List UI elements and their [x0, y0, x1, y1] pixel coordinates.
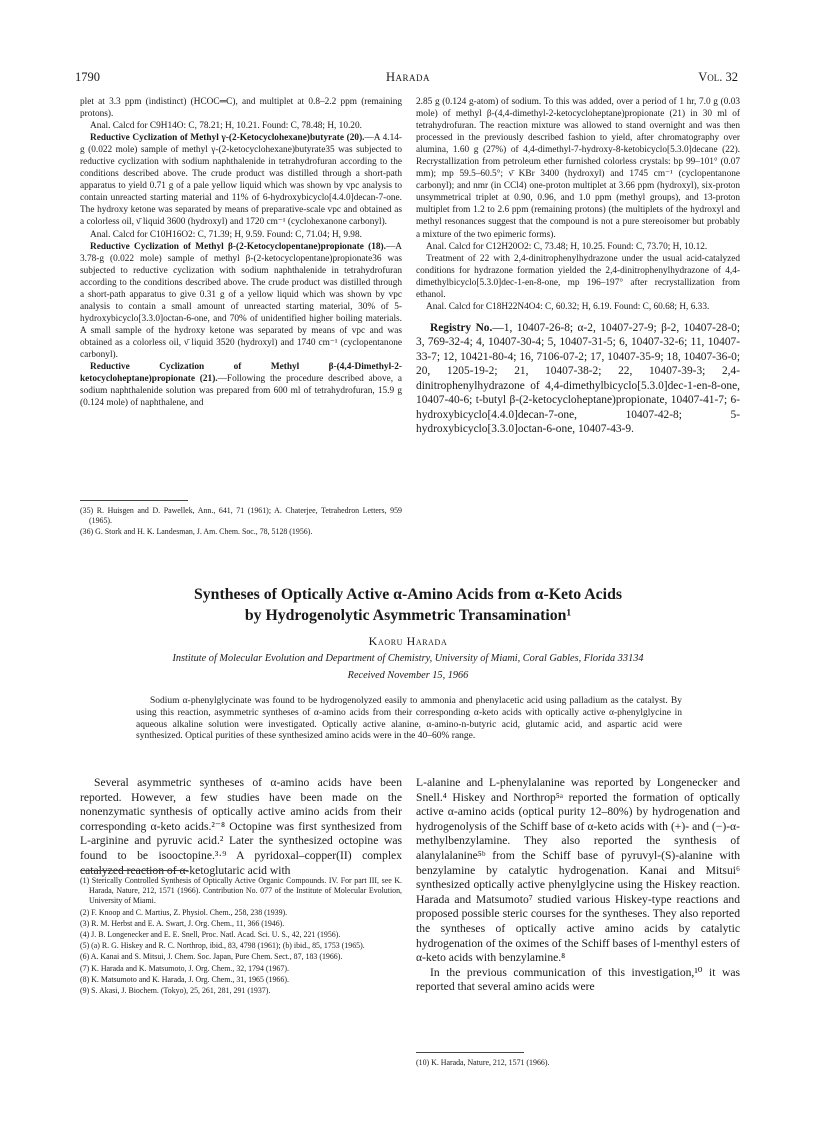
page-number: 1790 — [75, 70, 100, 84]
paragraph-text: Anal. Calcd for C12H20O2: C, 73.48; H, 10.25. Found: C, 73.70; H, 10.12. — [426, 241, 708, 252]
paragraph-text: —A 4.14-g (0.022 mole) sample of methyl γ-(2-ketocyclohexane)butyrate35 was subjected to reductive cyclization with sodium naphthalenide in tetrahydrofuran according to the conditions described above. The crude product was distilled through a short-path apparatus to yield 0.71 g of a pale yellow liquid which was shown by vpc analysis to contain unreacted starting material and 11% of 6-hydroxybicyclo[4.4.0]decan-7-one. The hydroxy ketone was separated by means of preparative-scale vpc and obtained as a colorless oil, ν̄ liquid 3600 (hydroxyl) and 1720 cm⁻¹ (cyclohexanone carbonyl). — [80, 133, 402, 228]
experimental-paragraph — [80, 241, 402, 361]
article-received-date: Received November 15, 1966 — [347, 670, 469, 681]
article-abstract: Sodium α-phenylglycinate was found to be hydrogenolyzed easily to ammonia and phenylacetic acid using palladium as the catalyst. By using this reaction, asymmetric syntheses of α-amino acids from their corresponding α-keto acids with optically active α-phenylglycine in aqueous alkaline solution were investigated. Optically active alanine, α-amino-n-butyric acid, glutamic acid, and aspartic acid were synthesized. Optical purities of these synthesized amino acids were in the 40–60% range. — [136, 696, 682, 742]
paragraph-text: Anal. Calcd for C9H14O: C, 78.21; H, 10.21. Found: C, 78.48; H, 10.20. — [90, 121, 362, 132]
top-left-column — [80, 96, 402, 531]
top-right-paragraphs — [416, 96, 740, 313]
experimental-paragraph — [416, 301, 740, 313]
body-left-footnotes — [80, 876, 402, 997]
experimental-paragraph — [80, 132, 402, 228]
experimental-paragraph — [80, 229, 402, 241]
footnote-rule — [416, 1052, 524, 1053]
footnote: (10) K. Harada, Nature, 212, 1571 (1966). — [416, 1058, 550, 1067]
experimental-paragraph — [80, 120, 402, 132]
footnote: (5) (a) R. G. Hiskey and R. C. Northrop, ibid., 83, 4798 (1961); (b) ibid., 85, 1753 (1965). — [80, 941, 365, 951]
footnote: (1) Sterically Controlled Synthesis of Optically Active Organic Compounds. IV. For part III, see K. Harada, Nature, 212, 1571 (1966). Contribution No. 077 of the Institute of Molecular Evolution, University of Miami. — [80, 876, 402, 906]
body-left-paragraph: Several asymmetric syntheses of α-amino acids have been reported. However, a few studies have been made on the nonenzymatic synthesis of optically active amino acids from their corresponding α-keto acids.²⁻⁸ Octopine was first synthesized from L-arginine and pyruvic acid.² Later the synthesized octopine was found to be isooctopine.³·⁹ A pyridoxal–copper(II) complex catalyzed reaction of α-ketoglutaric acid with — [80, 776, 402, 877]
body-right-column — [416, 776, 740, 995]
running-head: Harada — [385, 70, 431, 84]
footnote: (3) R. M. Herbst and E. A. Swart, J. Org. Chem., 11, 366 (1946). — [80, 918, 285, 928]
paragraph-text: Treatment of 22 with 2,4-dinitrophenylhydrazone under the usual acid-catalyzed conditions for hydrazone formation yielded the 2,4-dinitrophenylhydrazone of 4,4-dimethylbicyclo[5.3.0]dec-1-en-8-one, mp 196–197° after recrystallization from ethanol. — [416, 253, 740, 300]
footnote: (8) K. Matsumoto and K. Harada, J. Org. Chem., 31, 1965 (1966). — [80, 974, 289, 984]
article-title-line-1: Syntheses of Optically Active α-Amino Acids from α-Keto Acids — [193, 586, 623, 603]
paragraph-text: Anal. Calcd for C10H16O2: C, 71.39; H, 9.59. Found: C, 71.04; H, 9.98. — [90, 229, 362, 240]
volume-label: Vol. 32 — [698, 70, 738, 84]
body-left-column — [80, 776, 402, 878]
paragraph-text: 2.85 g (0.124 g-atom) of sodium. To this was added, over a period of 1 hr, 7.0 g (0.03 mole) of methyl β-(4,4-dimethyl-2-ketocycloheptane)propionate (21) in 30 ml of tetrahydrofuran. The reaction mixture was allowed to stand overnight and was then processed in the previously described fashion to yield, after chromatography over alumina, 1.60 g (27%) of 4,4-dimethyl-7-hydroxy-8-ketobicyclo[5.3.0]decane (22). Recrystallization from petroleum ether furnished colorless crystals: bp 99–101° (0.07 mm); mp 59.5–60.5°; ν̄ KBr 3400 (hydroxyl) and 1745 cm⁻¹ (cyclopentanone carbonyl); and nmr (in CCl4) one-proton multiplet at 3.66 ppm (hydroxyl), six-proton unsymmetrical triplet at 0.90, 0.96, and 1.0 ppm (methyl groups), and 13-proton multiplet from 1.2 to 2.6 ppm (remaining protons) (the multiplets of the hydroxyl and methyl resonances suggest that the compound is not a pure stereoisomer but probably a mixture of the two epimeric forms). — [416, 97, 740, 240]
top-left-footnotes — [80, 506, 402, 539]
article-title-line-2: by Hydrogenolytic Asymmetric Transamination¹ — [244, 607, 572, 624]
footnote: (2) F. Knoop and C. Martius, Z. Physiol. Chem., 258, 238 (1939). — [80, 907, 288, 917]
article-affiliation: Institute of Molecular Evolution and Department of Chemistry, University of Miami, Coral Gables, Florida 33134 — [172, 653, 644, 664]
body-right-footnotes — [416, 1058, 740, 1069]
footnote: (35) R. Huisgen and D. Pawellek, Ann., 641, 71 (1961); A. Chaterjee, Tetrahedron Letters, 959 (1965). — [80, 506, 402, 526]
section-run-in-heading: Reductive Cyclization of Methyl β-(2-Ketocyclopentane)propionate (18). — [90, 241, 386, 252]
experimental-paragraph — [416, 241, 740, 253]
body-right-paragraph-2: In the previous communication of this investigation,¹⁰ it was reported that several amino acids were — [416, 965, 740, 994]
registry-heading: Registry No. — [430, 321, 493, 334]
paragraph-text: —A 3.78-g (0.022 mole) sample of methyl β-(2-ketocyclopentane)propionate36 was subjected to reductive cyclization with sodium naphthalenide in tetrahydrofuran according to the conditions described above. The crude product was distilled through a short-path apparatus to give 0.31 g of a yellow liquid which was shown by vpc analysis to contain a small amount of unreacted starting material, 30% of 5-hydroxybicyclo[3.3.0]octan-6-one, and 70% of unidentified higher boiling materials. A small sample of the hydroxy ketone was separated by means of vpc and was obtained as a colorless oil, ν̄ liquid 3520 (hydroxyl) and 1740 cm⁻¹ (cyclopentanone carbonyl). — [80, 241, 402, 360]
footnote: (9) S. Akasi, J. Biochem. (Tokyo), 25, 261, 281, 291 (1937). — [80, 986, 271, 996]
paragraph-text: Anal. Calcd for C18H22N4O4: C, 60.32; H, 6.19. Found: C, 60.68; H, 6.33. — [426, 301, 710, 312]
experimental-paragraph — [416, 253, 740, 301]
experimental-paragraph — [80, 361, 402, 409]
section-run-in-heading: Reductive Cyclization of Methyl β-(4,4-Dimethyl-2-ketocycloheptane)propionate (21). — [80, 362, 402, 385]
experimental-paragraph — [80, 96, 402, 120]
section-run-in-heading: Reductive Cyclization of Methyl γ-(2-Ketocyclohexane)butyrate (20). — [90, 133, 365, 144]
article-author: Kaoru Harada — [368, 634, 448, 648]
paragraph-text: plet at 3.3 ppm (indistinct) (HCOC═C), and multiplet at 0.8–2.2 ppm (remaining protons). — [80, 97, 402, 120]
footnote-rule — [80, 870, 188, 871]
footnote: (7) K. Harada and K. Matsumoto, J. Org. Chem., 32, 1794 (1967). — [80, 963, 289, 973]
registry-text: —1, 10407-26-8; α-2, 10407-27-9; β-2, 10407-28-0; 3, 769-32-4; 4, 10407-30-4; 5, 10407-31-5; 6, 10407-32-6; 11, 10407-33-7; 12, 10421-80-4; 16, 7106-07-2; 17, 10407-35-9; 18, 10407-36-0; 20, 1205-19-2; 21, 10407-38-2; 22, 10407-39-3; 2,4-dinitrophenylhydrazone of 4,4-dimethylbicyclo[5.3.0]dec-1-en-8-one, 10407-40-6; t-butyl β-(2-ketocycloheptane)propionate, 10407-41-7; 6-hydroxybicyclo[4.4.0]decan-7-one, 10407-42-8; 5-hydroxybicyclo[3.3.0]octan-6-one, 10407-43-9. — [416, 321, 740, 436]
footnote: (4) J. B. Longenecker and E. E. Snell, Proc. Natl. Acad. Sci. U. S., 42, 221 (1956). — [80, 930, 341, 940]
paragraph-text: —Following the procedure described above, a sodium naphthalenide solution was prepared from 600 ml of tetrahydrofuran, 15.9 g (0.124 mole) of naphthalene, and — [80, 374, 402, 409]
top-right-column — [416, 96, 740, 546]
footnote: (6) A. Kanai and S. Mitsui, J. Chem. Soc. Japan, Pure Chem. Sect., 87, 183 (1966). — [80, 952, 343, 962]
body-right-paragraph-1: L-alanine and L-phenylalanine was reported by Longenecker and Snell.⁴ Hiskey and Northrop⁵ᵃ reported the formation of optically active α-amino acids (optical purity 12–80%) by hydrogenation and hydrogenolysis of the Schiff base of α-keto acids with (+)- and (−)-α-methylbenzylamine. They also reported the synthesis of alanylalanine⁵ᵇ from the Schiff base of pyruvyl-(S)-alanine with benzylamine by catalytic hydrogenation. Kanai and Mitsui⁶ synthesized optically active phenylglycine using the Hiskey reaction. Harada and Matsumoto⁷ studied various Hiskey-type reactions and proposed possible steric courses for the syntheses. They also reported the syntheses of optically active amino acids by catalytic hydrogenation of the oximes of the Schiff bases of l-menthyl esters of α-keto acids with benzylamine.⁸ — [416, 776, 741, 965]
article-title-block — [0, 584, 816, 681]
experimental-paragraph — [416, 96, 740, 241]
registry-numbers — [416, 321, 740, 437]
footnote: (36) G. Stork and H. K. Landesman, J. Am. Chem. Soc., 78, 5128 (1956). — [80, 527, 313, 537]
footnote-rule — [80, 500, 188, 501]
